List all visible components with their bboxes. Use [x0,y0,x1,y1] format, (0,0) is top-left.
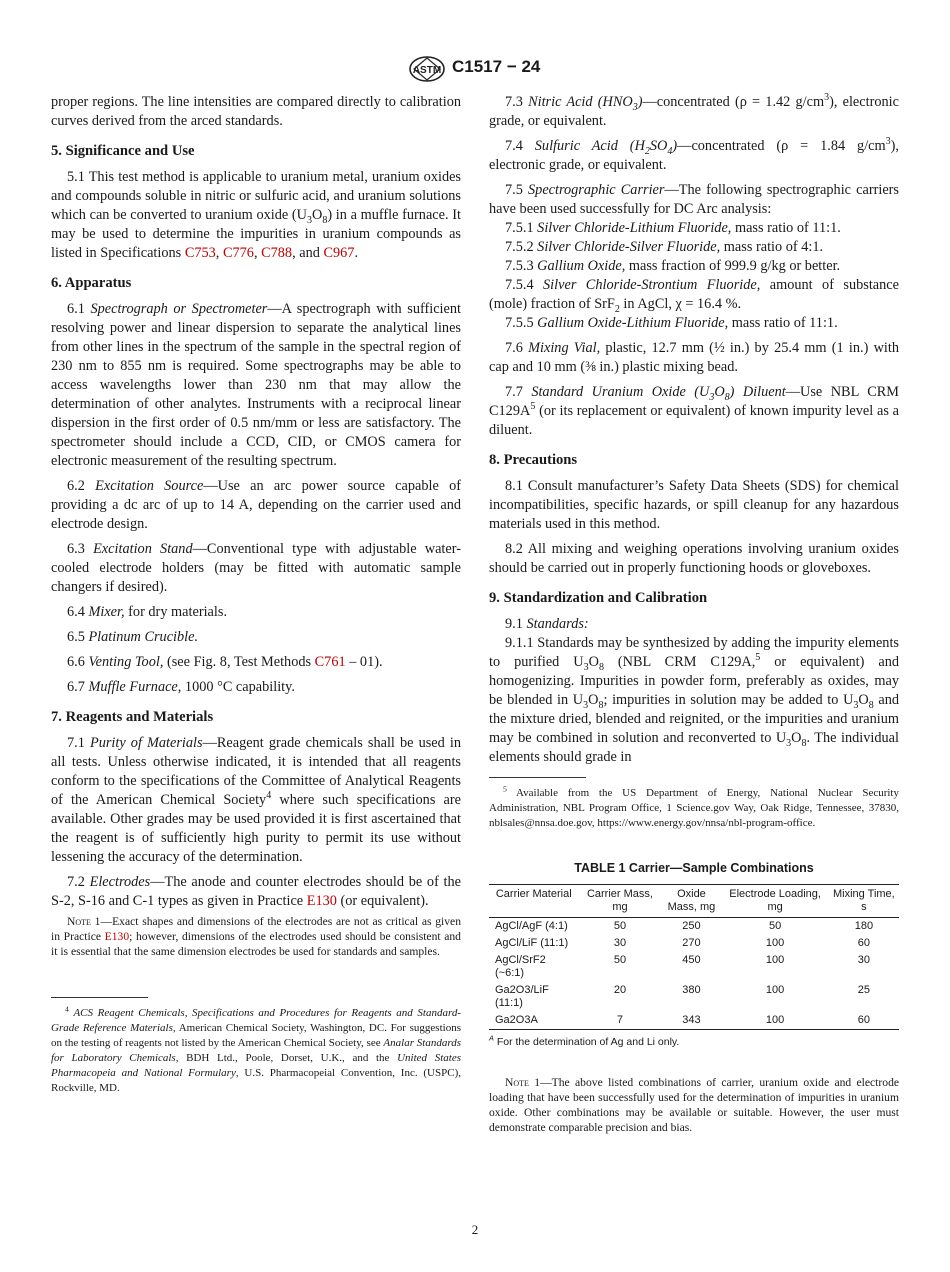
para-6-5: 6.5 Platinum Crucible. [67,629,199,645]
para-7-5-2: 7.5.2 Silver Chloride-Silver Fluoride, mass ratio of 4:1. [505,239,824,255]
col-header: Carrier Material [495,888,572,900]
table-1-title: TABLE 1 Carrier—Sample Combinations [574,861,814,875]
carrier-sample-table [489,884,899,1030]
cell-carrier-mass: 50 [613,954,627,966]
cell-electrode-loading: 100 [765,937,785,949]
footnote-rule-right [489,777,586,778]
cell-electrode-loading: 100 [765,984,785,996]
cell-carrier-mass: 7 [616,1014,624,1026]
para-6-7: 6.7 Muffle Furnace, 1000 °C capability. [67,679,295,695]
footnote-rule [51,997,148,998]
footnote-4: $^4$ ACS Reagent Chemicals, Specifications and Procedures for Reagents and Standard-Grade Reference Materials, American Chemical Society, Washington, DC. For suggestions on the testing of reagents not listed by the American Chemical Society, see Analar Standards for Laboratory Chemicals, BDH Ltd., Poole, Dorset, U.K., and the United States Pharmacopeia and National Formulary, U.S. Pharmacopeial Convention, Inc. (USPC), Rockville, MD. [51,1004,462,1094]
table-row [489,982,899,1012]
para-7-6: 7.6 Mixing Vial, plastic, 12.7 mm (½ in.) by 25.4 mm (1 in.) with cap and 10 mm (⅜ in.) plastic mixing bead. [489,340,899,375]
para-8-1: 8.1 Consult manufacturer’s Safety Data Sheets (SDS) for chemical incompatibilities, specific hazards, or spill cleanup for any hazardous materials used in this method. [489,478,899,532]
cell-carrier: AgCl/SrF2 (~6:1) [495,954,546,979]
cell-carrier-mass: 30 [613,937,627,949]
para-7-2: 7.2 Electrodes—The anode and counter electrodes should be of the S-2, S-16 and C-1 types as given in Practice E130 (or equivalent). [51,874,462,909]
para-7-5-4: 7.5.4 Silver Chloride-Strontium Fluoride, amount of substance (mole) fraction of SrF$_2$ in AgCl, χ = 16.4 %. [489,277,899,315]
cell-carrier: AgCl/AgF (4:1) [495,920,568,932]
footnote-5: $^5$ Available from the US Department of Energy, National Nuclear Security Administration, NBL Program Office, 1 Science.gov Way, Oak Ridge, Tennessee, 37830, nblsales@nnsa.doe.gov, https://www.energy.gov/nnsa/nbl-program-office. [489,784,899,829]
link-c788[interactable]: C788 [261,245,293,261]
page-number: 2 [471,1222,479,1237]
para-6-4: 6.4 Mixer, for dry materials. [67,604,228,620]
cell-mixing-time: 30 [857,954,870,966]
svg-text:ASTM: ASTM [412,65,442,76]
link-c753[interactable]: C753 [184,245,216,261]
cell-mixing-time: 25 [857,984,870,996]
link-e130[interactable]: E130 [306,893,337,909]
section-6-heading: 6. Apparatus [51,275,132,291]
right-column [489,93,899,1141]
cell-mixing-time: 180 [854,920,874,932]
section-9-heading: 9. Standardization and Calibration [489,590,708,606]
cell-carrier: Ga2O3A [495,1014,538,1026]
note-1-electrodes: Note 1—Exact shapes and dimensions of the electrodes are not as critical as given in Practice E130; however, dimensions of the electrodes used should be consistent and it is essential that the same dimension electrodes be used for standards and samples. [51,915,461,958]
para-7-4: 7.4 Sulfuric Acid $(H_2SO_4)—concentrated$ (ρ = 1.84 $g/cm^3$), electronic grade, or equivalent. [489,136,899,173]
section-8-heading: 8. Precautions [489,452,578,468]
cell-oxide-mass: 450 [682,954,701,966]
cell-carrier-mass: 50 [613,920,627,932]
link-c776[interactable]: C776 [222,245,254,261]
col-header: Mixing Time, s [833,888,895,913]
para-7-7: 7.7 Standard Uranium Oxide $(U_3O_8)$ Diluent—Use NBL CRM $C129A^5$ (or its replacement or equivalent) of known impurity level as a diluent. [489,384,899,438]
cell-oxide-mass: 380 [682,984,701,996]
link-c761[interactable]: C761 [314,654,346,670]
table-row [489,935,899,952]
para-8-2: 8.2 All mixing and weighing operations involving uranium oxides should be carried out in properly functioning hoods or gloveboxes. [489,541,899,576]
cell-mixing-time: 60 [857,937,870,949]
cell-carrier-mass: 20 [613,984,627,996]
para-9-1-1: 9.1.1 Standards may be synthesized by adding the impurity elements to purified $U_3O_8$ (NBL CRM C129A,$^5$ or equivalent) and homogenizing. Impurities in powder form, preferably as oxides, may be blended in $U_3O_8$; impurities in solution may be added to $U_3O_8$ and the mixture dried, blended and reignited, or the impurities and uranium may be combined in solution and reconverted to $U_3O_8$. The individual elements should grade in [489,635,900,765]
table-row [489,918,899,936]
para-7-5-3: 7.5.3 Gallium Oxide, mass fraction of 999.9 g/kg or better. [505,258,841,274]
table-row [489,952,899,982]
cell-electrode-loading: 100 [765,954,785,966]
para-7-5-5: 7.5.5 Gallium Oxide-Lithium Fluoride, mass ratio of 11:1. [505,315,838,331]
cell-oxide-mass: 250 [682,920,701,932]
para-9-1: 9.1 Standards: [505,616,589,632]
table-header-row [489,885,899,918]
cell-electrode-loading: 50 [768,920,782,932]
cell-electrode-loading: 100 [765,1014,785,1026]
standard-designation: C1517 − 24 [452,57,541,76]
col-header: Electrode Loading, mg [729,888,821,913]
astm-logo-icon [408,56,446,82]
page-header [0,56,950,84]
intro-paragraph: proper regions. The line intensities are compared directly to calibration curves derived from the arced standards. [51,94,461,129]
para-6-1: 6.1 Spectrograph or Spectrometer—A spectrograph with sufficient resolving power and linear dispersion to separate the analytical lines from other lines in the spectrum of the sample in the spectral region of 230 nm to 855 nm is required. Some spectrographs may be able to access wavelengths lower than 230 nm that may allow the determination of other analytes. Instruments with a reciprocal linear dispersion in the first order of 0.5 nm/mm or less are satisfactory. The spectrometer should include a CCD, CID, or CMOS camera for electronic measurement of the resulting spectrum. [51,301,461,469]
cell-oxide-mass: 270 [682,937,701,949]
para-7-5-1: 7.5.1 Silver Chloride-Lithium Fluoride, mass ratio of 11:1. [505,220,841,236]
section-5-heading: 5. Significance and Use [51,143,195,159]
para-7-5: 7.5 Spectrographic Carrier—The following spectrographic carriers have been used successfully for DC Arc analysis: [489,182,899,217]
cell-oxide-mass: 343 [682,1014,701,1026]
col-header: Carrier Mass, mg [586,888,653,913]
left-column [51,93,461,1102]
para-5-1: 5.1 This test method is applicable to uranium metal, uranium oxides and compounds soluble in nitric or sulfuric acid, and uranium solutions which can be converted to uranium oxide $(U_3O_8)$ in a muffle furnace. It may be used to determine the impurities in uranium compounds as listed in Specifications C753, C776, C788, and C967. [51,169,461,261]
cell-carrier: Ga2O3/LiF (11:1) [495,984,549,1009]
table-footnote: $^A$ For the determination of Ag and Li only. [489,1033,680,1048]
para-6-2: 6.2 Excitation Source—Use an arc power source capable of providing a dc arc of up to 14 A, depending on the carrier used and electrode design. [51,478,461,532]
link-e130-note[interactable]: E130 [104,930,130,943]
col-header: Oxide Mass, mg [667,888,716,913]
section-7-heading: 7. Reagents and Materials [51,709,214,725]
cell-mixing-time: 60 [857,1014,870,1026]
table-row [489,1012,899,1030]
cell-carrier: AgCl/LiF (11:1) [495,937,569,949]
para-7-3: 7.3 Nitric Acid $(HNO_3)—concentrated$ (ρ = 1.42 $g/cm^3$), electronic grade, or equivalent. [489,92,899,129]
para-7-1: 7.1 Purity of Materials—Reagent grade chemicals shall be used in all tests. Unless otherwise indicated, it is intended that all reagents conform to the specifications of the Committee of Analytical Reagents of the American Chemical Society$^4$ where such specifications are available. Other grades may be used provided it is first ascertained that the reagent is of sufficiently high purity to permit its use without lessening the accuracy of the determination. [51,735,461,865]
note-1-carriers: Note 1—The above listed combinations of carrier, uranium oxide and electrode loading that have been successfully used for the determination of impurities in uranium oxide. Other combinations may be available or suitable. However, the user must demonstrate comparable precision and bias. [489,1076,900,1134]
para-6-6: 6.6 Venting Tool, (see Fig. 8, Test Methods C761 – 01). [67,654,383,670]
link-c967[interactable]: C967 [323,245,355,261]
para-6-3: 6.3 Excitation Stand—Conventional type with adjustable water-cooled electrode holders (may be fitted with automatic sample changers if desired). [51,541,461,595]
